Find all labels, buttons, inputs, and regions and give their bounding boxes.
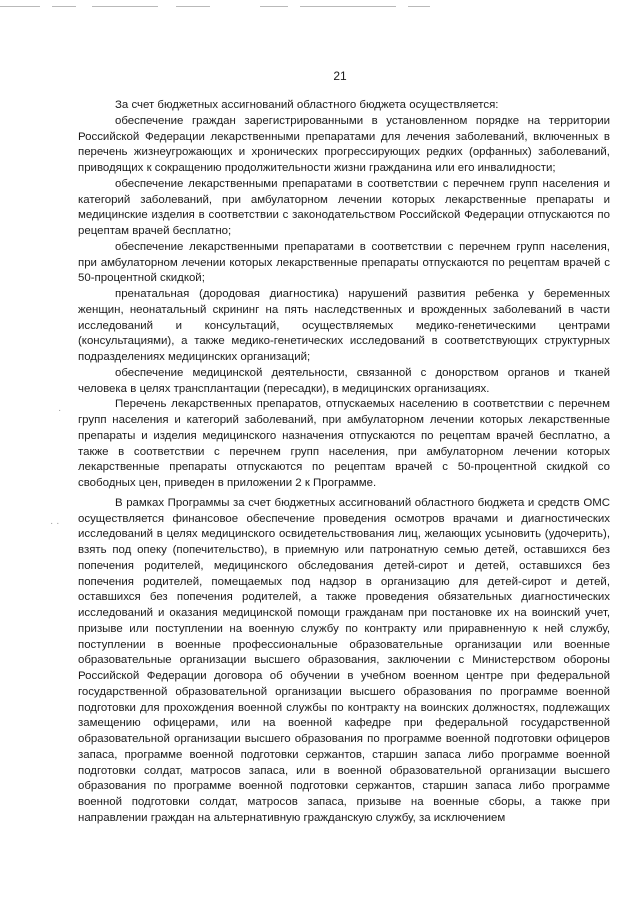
paragraph: В рамках Программы за счет бюджетных ассигнований областного бюджета и средств ОМС осуществляется финансовое обеспечение проведения осмотров врачами и диагностических исследований в целях медицинского освидетельствования лиц, желающих усыновить (удочерить), взять под опеку (попечительство), в приемную или патронатную семью детей, оставшихся без попечения родителей, медицинского обследования детей-сирот и детей, оставшихся без попечения родителей, помещаемых под надзор в организацию для детей-сирот и детей, оставшихся без попечения родителей, а также проведения обязательных диагностических исследований и оказания медицинской помощи гражданам при постановке их на воинский учет, призыве или поступлении на военную службу по контракту или приравненную к ней службу, поступлении в военные профессиональные образовательные организации или военные образовательные организации высшего образования, заключении с Министерством обороны Российской Федерации договора об обучении в учебном военном центре при федеральной государственной образовательной организации высшего образования по программе военной подготовки для прохождения военной службы по контракту на воинских должностях, подлежащих замещению офицерами, или на военной кафедре при федеральной государственной образовательной организации высшего образования по программе военной подготовки офицеров запаса, программе военной подготовки сержантов, старшин запаса либо программе военной подготовки солдат, матросов запаса, или в военной образовательной организации высшего образования по программе военной подготовки сержантов, старшин запаса либо программе военной подготовки солдат, матросов запаса, призыве на военные сборы, а также при направлении граждан на альтернативную гражданскую службу, за исключением (78, 496, 610, 824)
margin-mark: · (58, 405, 62, 416)
paragraph: обеспечение медицинской деятельности, связанной с донорством органов и тканей человека в целях трансплантации (пересадки), в медицинских организациях. (78, 366, 610, 395)
margin-mark: · · (50, 518, 60, 529)
paragraph: За счет бюджетных ассигнований областного бюджета осуществляется: (115, 99, 499, 111)
page-number: 21 (333, 69, 347, 83)
paragraph: обеспечение лекарственными препаратами в соответствии с перечнем групп населения, при амбулаторном лечении которых лекарственные препараты отпускаются по рецептам врачей с 50-процентной скидкой; (78, 240, 610, 285)
paragraph: Перечень лекарственных препаратов, отпускаемых населению в соответствии с перечнем групп населения и категорий заболеваний, при амбулаторном лечении которых лекарственные препараты и изделия медицинского назначения отпускаются по рецептам врачей бесплатно, а также в соответствии с перечнем групп населения, при амбулаторном лечении которых лекарственные препараты отпускаются по рецептам врачей с 50-процентной скидкой со свободных цен, приведен в приложении 2 к Программе. (78, 398, 610, 489)
paragraph: обеспечение лекарственными препаратами в соответствии с перечнем групп населения и категорий заболеваний, при амбулаторном лечении которых лекарственные препараты и медицинские изделия в соответствии с законодательством Российской Федерации отпускаются по рецептам врачей бесплатно; (78, 177, 610, 237)
document-body (78, 98, 610, 827)
paragraph: пренатальная (дородовая диагностика) нарушений развития ребенка у беременных женщин, неонатальный скрининг на пять наследственных и врожденных заболеваний в части исследований и консультаций, осуществляемых медико-генетическими центрами (консультациями), а также медико-генетических исследований в соответствующих структурных подразделениях медицинских организаций; (78, 288, 610, 363)
scan-edge-marks (0, 4, 640, 10)
paragraph: обеспечение граждан зарегистрированными в установленном порядке на территории Российской Федерации лекарственными препаратами для лечения заболеваний, включенных в перечень жизнеугрожающих и хронических прогрессирующих редких (орфанных) заболеваний, приводящих к сокращению продолжительности жизни гражданина или его инвалидности; (78, 114, 610, 174)
